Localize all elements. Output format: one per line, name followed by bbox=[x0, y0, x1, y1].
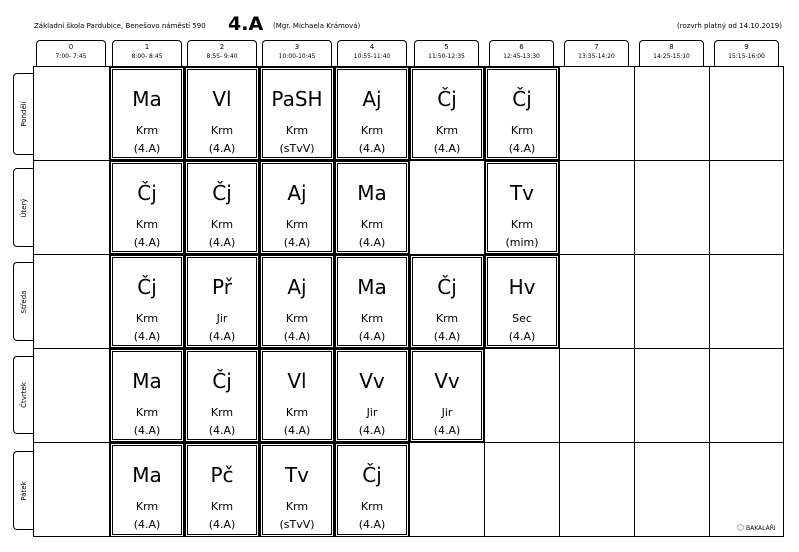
hour-tab bbox=[337, 40, 407, 66]
hour-tab bbox=[36, 40, 106, 66]
lesson-subject: Ma bbox=[132, 87, 162, 111]
hour-time: 15:15-16:00 bbox=[728, 53, 765, 60]
lesson-room: (4.A) bbox=[358, 236, 386, 249]
hour-tab bbox=[262, 40, 332, 66]
hour-number: 4 bbox=[369, 43, 375, 51]
lesson-cell[interactable] bbox=[335, 255, 409, 348]
hour-number: 8 bbox=[669, 43, 674, 51]
header-valid-from: (rozvrh platný od 14.10.2019) bbox=[677, 22, 782, 30]
lesson-subject: Pč bbox=[210, 463, 234, 487]
lesson-subject: Tv bbox=[284, 463, 310, 487]
lesson-subject: Vl bbox=[287, 369, 307, 393]
lesson-teacher: Krm bbox=[285, 218, 309, 231]
lesson-teacher: Sec bbox=[512, 312, 532, 325]
lesson-subject: Čj bbox=[362, 463, 382, 487]
lesson-subject: Vv bbox=[434, 369, 460, 393]
hour-time: 14:25-15:10 bbox=[653, 53, 690, 60]
lesson-cell[interactable] bbox=[410, 349, 484, 442]
lesson-teacher: Jir bbox=[366, 406, 378, 419]
lesson-teacher: Krm bbox=[510, 218, 534, 231]
lesson-cell[interactable] bbox=[185, 255, 259, 348]
lesson-cell[interactable] bbox=[110, 67, 184, 160]
lesson-cell[interactable] bbox=[185, 161, 259, 254]
lesson-room: (4.A) bbox=[433, 330, 461, 343]
lesson-subject: Čj bbox=[437, 275, 457, 299]
hour-tab bbox=[564, 40, 629, 66]
lesson-cell[interactable] bbox=[260, 349, 334, 442]
lesson-teacher: Krm bbox=[360, 312, 384, 325]
logo-text: BAKALÁŘI bbox=[745, 525, 776, 532]
lesson-subject: Ma bbox=[132, 463, 162, 487]
lesson-room: (4.A) bbox=[283, 330, 311, 343]
bakalari-logo-icon: ⬡ bbox=[737, 523, 744, 532]
lesson-cell[interactable] bbox=[485, 255, 559, 348]
lesson-cell[interactable] bbox=[185, 67, 259, 160]
lesson-subject: Vl bbox=[212, 87, 232, 111]
day-tab bbox=[13, 262, 33, 341]
lesson-teacher: Krm bbox=[135, 124, 159, 137]
lesson-teacher: Krm bbox=[510, 124, 534, 137]
lesson-room: (4.A) bbox=[283, 236, 311, 249]
lesson-cell[interactable] bbox=[260, 67, 334, 160]
hour-tab bbox=[714, 40, 779, 66]
hour-number: 3 bbox=[294, 43, 300, 51]
lesson-room: (sTvV) bbox=[279, 142, 315, 155]
hour-tab bbox=[187, 40, 257, 66]
lesson-teacher: Krm bbox=[360, 500, 384, 513]
lesson-subject: Ma bbox=[357, 181, 387, 205]
lesson-subject: Čj bbox=[512, 87, 532, 111]
lesson-subject: Aj bbox=[287, 181, 307, 205]
lesson-cell[interactable] bbox=[260, 443, 334, 537]
lesson-room: (4.A) bbox=[358, 330, 386, 343]
day-tab bbox=[13, 168, 33, 247]
day-label: Úterý bbox=[19, 197, 28, 218]
lesson-subject: Ma bbox=[357, 275, 387, 299]
lesson-subject: PaSH bbox=[271, 87, 323, 111]
lesson-cell[interactable] bbox=[335, 349, 409, 442]
hour-number: 6 bbox=[519, 43, 524, 51]
lesson-subject: Čj bbox=[437, 87, 457, 111]
lesson-teacher: Krm bbox=[285, 312, 309, 325]
day-label: Čtvrtek bbox=[19, 382, 28, 408]
lesson-teacher: Krm bbox=[360, 218, 384, 231]
hour-number: 2 bbox=[219, 43, 225, 51]
hour-number: 9 bbox=[744, 43, 749, 51]
lesson-room: (4.A) bbox=[133, 518, 161, 531]
day-label: Středa bbox=[19, 290, 28, 313]
lesson-room: (4.A) bbox=[283, 424, 311, 437]
lesson-subject: Čj bbox=[212, 369, 232, 393]
hour-time: 10:00-10:45 bbox=[278, 53, 316, 60]
lesson-room: (mim) bbox=[505, 236, 539, 249]
lesson-teacher: Jir bbox=[216, 312, 228, 325]
lesson-subject: Tv bbox=[509, 181, 535, 205]
lesson-teacher: Krm bbox=[210, 218, 234, 231]
lesson-room: (4.A) bbox=[133, 236, 161, 249]
lesson-cell[interactable] bbox=[485, 67, 559, 160]
lesson-subject: Aj bbox=[362, 87, 382, 111]
lesson-teacher: Krm bbox=[285, 406, 309, 419]
lesson-subject: Ma bbox=[132, 369, 162, 393]
lesson-room: (4.A) bbox=[508, 330, 536, 343]
lesson-room: (4.A) bbox=[358, 142, 386, 155]
lesson-cell[interactable] bbox=[335, 67, 409, 160]
hour-time: 7:00- 7:45 bbox=[55, 53, 87, 60]
lesson-teacher: Krm bbox=[210, 406, 234, 419]
hour-time: 10:55-11:40 bbox=[353, 53, 391, 60]
header-class: 4.A bbox=[228, 13, 264, 35]
grid-column-line bbox=[709, 66, 710, 537]
hour-number: 0 bbox=[68, 43, 74, 51]
hour-number: 1 bbox=[144, 43, 150, 51]
lesson-cell[interactable] bbox=[260, 161, 334, 254]
hour-tab bbox=[489, 40, 554, 66]
hour-tab bbox=[112, 40, 182, 66]
day-tab bbox=[13, 451, 33, 530]
lesson-subject: Vv bbox=[359, 369, 385, 393]
grid-column-line bbox=[634, 66, 635, 537]
hour-number: 7 bbox=[594, 43, 599, 51]
lesson-teacher: Krm bbox=[435, 124, 459, 137]
lesson-teacher: Krm bbox=[210, 500, 234, 513]
header-school: Základní škola Pardubice, Benešovo náměstí 590 bbox=[34, 22, 206, 30]
header-teacher: (Mgr. Michaela Krámová) bbox=[273, 22, 361, 30]
lesson-room: (4.A) bbox=[133, 424, 161, 437]
day-tab bbox=[13, 356, 33, 434]
hour-time: 11:50-12:35 bbox=[428, 53, 465, 60]
hour-number: 5 bbox=[444, 43, 449, 51]
hour-tab bbox=[639, 40, 704, 66]
lesson-teacher: Krm bbox=[360, 124, 384, 137]
lesson-cell[interactable] bbox=[335, 443, 409, 537]
lesson-room: (4.A) bbox=[358, 424, 386, 437]
lesson-cell[interactable] bbox=[110, 255, 184, 348]
day-label: Pondělí bbox=[19, 101, 28, 127]
lesson-cell[interactable] bbox=[110, 349, 184, 442]
bakalari-logo bbox=[737, 523, 776, 532]
lesson-cell[interactable] bbox=[110, 443, 184, 537]
lesson-teacher: Krm bbox=[135, 218, 159, 231]
lesson-room: (4.A) bbox=[508, 142, 536, 155]
hour-time: 13:35-14:20 bbox=[578, 53, 615, 60]
lesson-subject: Čj bbox=[137, 181, 157, 205]
lesson-cell[interactable] bbox=[410, 255, 484, 348]
lesson-cell[interactable] bbox=[185, 443, 259, 537]
lesson-subject: Čj bbox=[137, 275, 157, 299]
hour-time: 8:00- 8:45 bbox=[131, 53, 163, 60]
lesson-cell[interactable] bbox=[335, 161, 409, 254]
lesson-subject: Aj bbox=[287, 275, 307, 299]
lesson-teacher: Krm bbox=[435, 312, 459, 325]
lesson-subject: Hv bbox=[508, 275, 536, 299]
lesson-teacher: Krm bbox=[285, 500, 309, 513]
hour-time: 12:45-13:30 bbox=[503, 53, 540, 60]
lesson-teacher: Jir bbox=[441, 406, 453, 419]
lesson-subject: Čj bbox=[212, 181, 232, 205]
lesson-teacher: Krm bbox=[135, 312, 159, 325]
lesson-teacher: Krm bbox=[135, 406, 159, 419]
lesson-subject: Př bbox=[212, 275, 232, 299]
day-tab bbox=[13, 73, 33, 155]
lesson-room: (4.A) bbox=[208, 424, 236, 437]
hour-time: 8:55- 9:40 bbox=[206, 53, 238, 60]
lesson-cell[interactable] bbox=[185, 349, 259, 442]
lesson-room: (4.A) bbox=[208, 236, 236, 249]
lesson-cell[interactable] bbox=[260, 255, 334, 348]
lesson-room: (4.A) bbox=[208, 518, 236, 531]
grid-column-line bbox=[559, 66, 560, 537]
lesson-room: (sTvV) bbox=[279, 518, 315, 531]
lesson-cell[interactable] bbox=[485, 161, 559, 254]
lesson-room: (4.A) bbox=[433, 424, 461, 437]
lesson-teacher: Krm bbox=[135, 500, 159, 513]
lesson-cell[interactable] bbox=[110, 161, 184, 254]
lesson-teacher: Krm bbox=[285, 124, 309, 137]
lesson-room: (4.A) bbox=[133, 330, 161, 343]
lesson-room: (4.A) bbox=[208, 142, 236, 155]
day-label: Pátek bbox=[19, 480, 28, 501]
lesson-cell[interactable] bbox=[410, 67, 484, 160]
hour-tab bbox=[414, 40, 479, 66]
lesson-room: (4.A) bbox=[133, 142, 161, 155]
lesson-room: (4.A) bbox=[358, 518, 386, 531]
lesson-room: (4.A) bbox=[208, 330, 236, 343]
lesson-room: (4.A) bbox=[433, 142, 461, 155]
lesson-teacher: Krm bbox=[210, 124, 234, 137]
